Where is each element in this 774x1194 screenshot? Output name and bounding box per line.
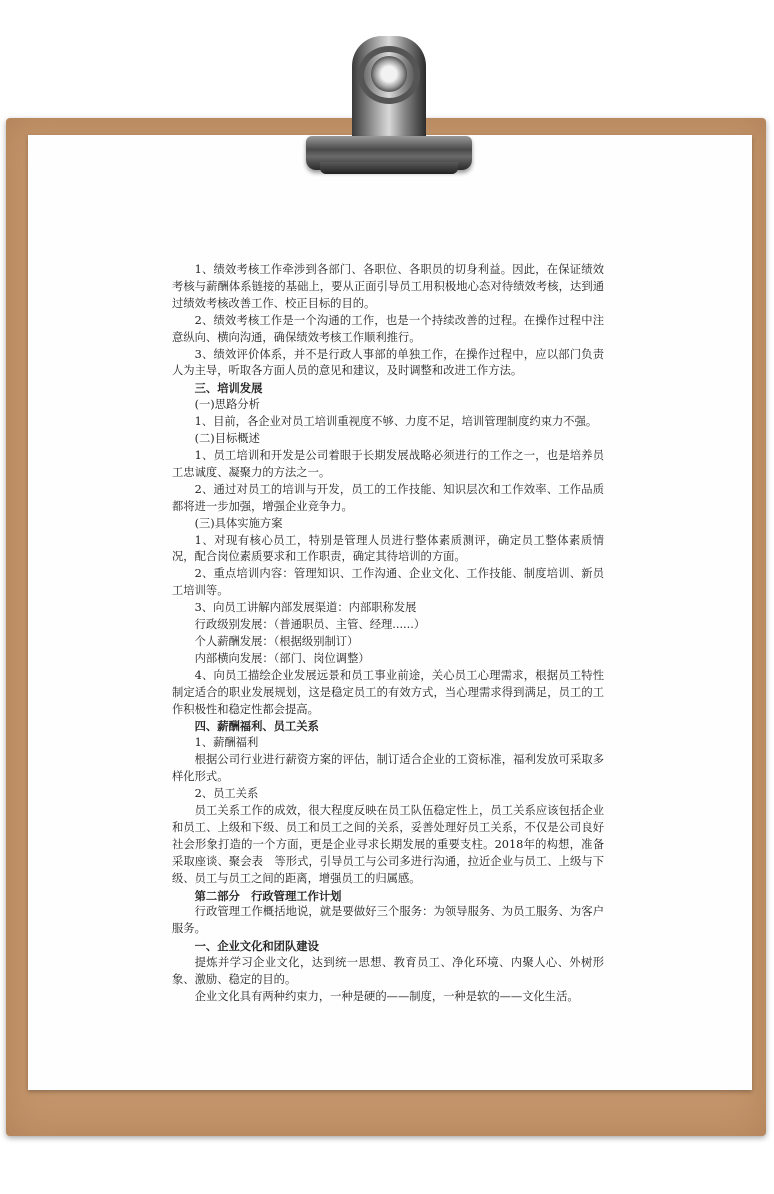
clip-lip <box>320 162 458 174</box>
section-heading: 四、薪酬福利、员工关系 <box>194 719 319 734</box>
paragraph: 2、绩效考核工作是一个沟通的工作，也是一个持续改善的过程。在操作过程中注意纵向、横向沟通，确保绩效考核工作顺利推行。 <box>172 313 604 344</box>
paragraph: 行政级别发展：（普通职员、主管、经理......） <box>194 618 426 632</box>
paragraph: 1、对现有核心员工，特别是管理人员进行整体素质测评，确定员工整体素质情况，配合岗位素质要求和工作职责，确定其待培训的方面。 <box>172 533 604 564</box>
paragraph: 根据公司行业进行薪资方案的评估，制订适合企业的工资标准，福利发放可采取多样化形式。 <box>172 753 604 784</box>
paragraph: 2、员工关系 <box>194 787 259 801</box>
paragraph: 内部横向发展：（部门、岗位调整） <box>194 651 370 665</box>
paragraph: 行政管理工作概括地说，就是要做好三个服务：为领导服务、为员工服务、为客户服务。 <box>172 905 604 936</box>
paragraph: 个人薪酬发展：（根据级别制订） <box>194 634 359 648</box>
paragraph: 4、向员工描绘企业发展远景和员工事业前途，关心员工心理需求，根据员工特性制定适合的职业发展规划，这是稳定员工的有效方式，当心理需求得到满足，员工的工作积极性和稳定性都会提高。 <box>172 668 604 716</box>
paragraph: 2、重点培训内容：管理知识、工作沟通、企业文化、工作技能、制度培训、新员工培训等。 <box>172 567 604 598</box>
paragraph: 3、绩效评价体系，并不是行政人事部的单独工作，在操作过程中，应以部门负责人为主导，听取各方面人员的意见和建议，及时调整和改进工作方法。 <box>172 347 604 378</box>
section-heading: 第二部分 行政管理工作计划 <box>194 888 342 903</box>
paragraph: 1、员工培训和开发是公司着眼于长期发展战略必须进行的工作之一，也是培养员工忠诚度、凝聚力的方法之一。 <box>172 448 604 479</box>
paragraph: 1、薪酬福利 <box>194 736 259 750</box>
paragraph: (二)目标概述 <box>194 432 260 446</box>
clip-hole <box>371 56 407 92</box>
paragraph: (一)思路分析 <box>194 398 260 412</box>
section-heading: 一、企业文化和团队建设 <box>194 939 319 954</box>
binder-clip <box>300 28 478 178</box>
document-body <box>172 262 604 1006</box>
paragraph: 1、绩效考核工作牵涉到各部门、各职位、各职员的切身利益。因此，在保证绩效考核与薪酬体系链接的基础上，要从正面引导员工用积极地心态对待绩效考核，达到通过绩效考核改善工作、校正目标的目的。 <box>172 263 604 310</box>
paragraph: 2、通过对员工的培训与开发，员工的工作技能、知识层次和工作效率、工作品质都将进一步加强，增强企业竞争力。 <box>172 482 604 513</box>
paragraph: (三)具体实施方案 <box>194 516 283 530</box>
paragraph: 3、向员工讲解内部发展渠道：内部职称发展 <box>194 601 417 615</box>
paragraph: 员工关系工作的成效，很大程度反映在员工队伍稳定性上，员工关系应该包括企业和员工、上级和下级、员工和员工之间的关系，妥善处理好员工关系，不仅是公司良好社会形象打造的一个方面，更是企业寻求长期发展的重要支柱。2018年的构想，准备采取座谈、聚会表 等形式，引导员工与公司多进行沟通，拉近企业与员工、上级与下级、员工与员工之间的距离，增强员工的归属感。 <box>172 804 604 885</box>
paragraph: 企业文化具有两种约束力，一种是硬的——制度，一种是软的——文化生活。 <box>194 989 579 1003</box>
section-heading: 三、培训发展 <box>194 381 263 396</box>
paragraph: 1、目前，各企业对员工培训重视度不够、力度不足，培训管理制度约束力不强。 <box>194 415 598 429</box>
paragraph: 提炼并学习企业文化，达到统一思想、教育员工、净化环境、内聚人心、外树形象、激励、稳定的目的。 <box>172 956 604 987</box>
